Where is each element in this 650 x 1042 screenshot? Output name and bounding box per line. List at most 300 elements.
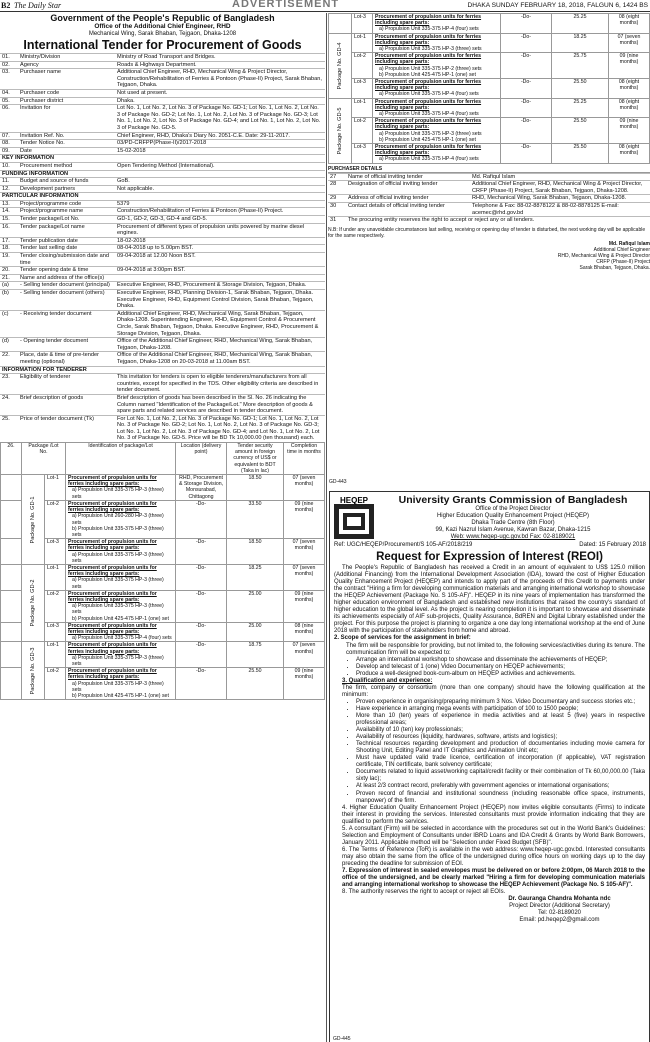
purchaser-key: The procuring entity reserves the right to accept or reject any or all tenders. — [346, 217, 650, 224]
info-row — [0, 338, 325, 352]
lot-title: Procurement of propulsion units for ferries including spare parts: — [375, 118, 482, 131]
lot-title: Procurement of propulsion units for ferries including spare parts: — [68, 475, 157, 488]
lot-item: a) Propulsion Unit 335-375 HP-3 (three) sets — [72, 654, 164, 667]
reoi-scope-list — [334, 657, 645, 678]
lot-table-right — [328, 13, 650, 164]
lot-location: -Do- — [501, 144, 552, 164]
lot-location: -Do- — [176, 590, 227, 622]
purchaser-num: 28 — [328, 181, 346, 195]
reoi-dated: Dated: 15 February 2018 — [579, 542, 646, 548]
purchaser-key: Contact details of official inviting tender — [346, 203, 470, 217]
reoi-qual-title: 3. Qualification and experience: — [342, 677, 433, 684]
row-key: Tender Notice No. — [18, 140, 115, 148]
lot-title: Procurement of propulsion units for ferries including spare parts: — [375, 79, 482, 92]
lot-number: Lot-1 — [45, 642, 66, 668]
row-key: Development partners — [18, 185, 115, 193]
info-row — [0, 162, 325, 170]
row-number: 01. — [0, 54, 18, 62]
purchaser-title: PURCHASER DETAILS — [328, 166, 650, 173]
lot-item: a) Propulsion Unit 335-375 HP-3 (three) sets — [379, 130, 482, 137]
purchaser-row — [328, 173, 650, 181]
reoi-para-8: 8. The authority reserves the right to accept or reject all EOIs. — [342, 889, 506, 896]
lot-description — [373, 14, 501, 34]
row-key: Place, date & time of pre-tender meeting (optional) — [18, 352, 115, 366]
info-row — [0, 274, 325, 282]
lot-description — [373, 98, 501, 118]
lot-security: 25.50 — [552, 79, 609, 99]
lot-title: Procurement of propulsion units for ferries including spare parts: — [68, 642, 157, 655]
page-number: B2 — [1, 1, 11, 10]
lot-number: Lot-3 — [352, 79, 373, 99]
info-row — [0, 374, 325, 395]
purchaser-num: 27 — [328, 173, 346, 181]
row-number: 04. — [0, 89, 18, 97]
row-value: Brief description of goods has been described in the Sl. No. 26 indicating the Column named "Identification of the Package/Lot." More description of goods & spare parts and related services are described in tender document. — [115, 394, 325, 415]
info-row — [0, 208, 325, 216]
info-row — [0, 290, 325, 311]
package-label — [22, 642, 45, 700]
package-label — [329, 98, 352, 163]
row-value: Construction/Rehabilitation of Ferries & Pontoon (Phase-II) Project. — [115, 208, 325, 216]
reoi-bullet: • Arrange an international workshop to showcase and disseminate the achievements of HEQEP; — [356, 657, 645, 664]
lot-row — [1, 564, 325, 590]
lot-security: 25.00 — [227, 622, 284, 642]
lot-header-ident: Identification of package/Lot — [66, 443, 176, 475]
reoi-bullet: • Technical resources regarding development and production of documentaries including movie camera for Shooting Unit, Editing Panel and IT Graphics and Animation Unit etc; — [356, 741, 645, 755]
row-value: GoB. — [115, 178, 325, 186]
purchaser-key: Address of official inviting tender — [346, 195, 470, 203]
info-row — [0, 185, 325, 193]
signature-line: Md. Rafiqul Islam — [608, 240, 650, 247]
lot-number: Lot-1 — [352, 98, 373, 118]
row-number: (d) — [0, 338, 18, 352]
purchaser-row — [328, 181, 650, 195]
purchaser-key: Designation of official inviting tender — [346, 181, 470, 195]
lot-location: -Do- — [176, 539, 227, 565]
lot-item: b) Propulsion Unit 335-375 HP-3 (three) sets — [72, 525, 164, 538]
column-divider — [326, 13, 327, 1042]
purchaser-row — [328, 217, 650, 224]
lot-description — [66, 622, 176, 642]
lot-description — [66, 475, 176, 501]
reoi-bullet: • Availability of resources (liquidity, hardwares, software, artists and logistics); — [356, 734, 645, 741]
issue-date: DHAKA SUNDAY FEBRUARY 18, 2018, FALGUN 6, 1424 BS — [467, 2, 648, 9]
reoi-line-1: Higher Education Quality Enhancement Project (HEQEP) — [436, 513, 590, 519]
row-number: 15. — [0, 216, 18, 224]
lot-description — [373, 118, 501, 144]
lot-blank — [1, 622, 22, 642]
row-value: This invitation for tenders is open to eligible tenderers/manufacturers from all countries, except for specified in the TDS. Other eligibility criteria are described in tender document. — [115, 374, 325, 395]
row-number: 06. — [0, 105, 18, 132]
lot-title: Procurement of propulsion units for ferries including spare parts: — [68, 500, 157, 514]
row-number: 22. — [0, 352, 18, 366]
lot-row — [1, 500, 325, 538]
reoi-signature — [474, 896, 645, 924]
lot-location: -Do- — [176, 500, 227, 538]
purchaser-value: RHD, Mechanical Wing, Sarak Bhaban, Tejgaon, Dhaka-1208. — [470, 195, 650, 203]
section-heading: KEY INFORMATION — [0, 155, 325, 163]
info-row — [0, 105, 325, 132]
row-number: 19. — [0, 253, 18, 267]
reoi-para-4: 4. Higher Education Quality Enhancement Project (HEQEP) now invites eligible consultants (Firms) to indicate their interest in providing the services. Interested consultants must provide information indicating that they are qualified to perform the services. — [342, 804, 645, 825]
lot-title: Procurement of propulsion units for ferries including spare parts: — [375, 144, 482, 157]
row-value: GD-1, GD-2, GD-3, GD-4 and GD-5. — [115, 216, 325, 224]
lot-security: 25.25 — [552, 14, 609, 34]
lot-location: -Do- — [501, 53, 552, 79]
lot-item: a) Propulsion Unit 335-375 HP-3 (three) sets — [72, 603, 164, 616]
package-name: Package No. GD-5 — [336, 107, 343, 155]
lot-number: Lot-1 — [352, 33, 373, 53]
lot-blank — [1, 475, 22, 501]
reoi-line-0: Office of the Project Director — [475, 506, 551, 512]
package-label — [22, 475, 45, 565]
lot-number: Lot-1 — [45, 564, 66, 590]
purchaser-table — [328, 173, 650, 224]
lot-security: 18.25 — [227, 564, 284, 590]
tender-code: GD-443 — [329, 479, 347, 485]
row-number: 11. — [0, 178, 18, 186]
reoi-para-5: 5. A consultant (Firm) will be selected in accordance with the procedures set out in the World Bank's Guidelines: Selection and Employment of Consultants under IBRD Loans and IDA Credit & Grants by World Bank Borrowers, January 2011. Applicable method will be "Selection under Fixed Budget (SFB)". — [342, 825, 645, 846]
lot-location: -Do- — [176, 642, 227, 668]
row-number: 08. — [0, 140, 18, 148]
row-key: Purchaser code — [18, 89, 115, 97]
lot-time: 09 (nine months) — [284, 590, 325, 622]
row-number: 12. — [0, 185, 18, 193]
reoi-scope-title: 2. Scope of services for the assignment in brief: — [334, 635, 471, 642]
lot-title: Procurement of propulsion units for ferries including spare parts: — [68, 668, 157, 681]
row-number: 03. — [0, 69, 18, 90]
info-row — [0, 352, 325, 366]
row-key: - Selling tender document (principal) — [18, 282, 115, 290]
row-number: 17. — [0, 237, 18, 245]
lot-number: Lot-2 — [45, 500, 66, 538]
lot-description — [66, 564, 176, 590]
lot-security: 25.75 — [552, 53, 609, 79]
info-row — [0, 267, 325, 275]
lot-time: 07 (seven months) — [284, 564, 325, 590]
lot-item: a) Propulsion Unit 260-280 HP-3 (three) sets — [72, 513, 164, 526]
lot-description — [66, 539, 176, 565]
info-row — [0, 89, 325, 97]
lot-time: 07 (seven months) — [284, 642, 325, 668]
logo-text: HEQEP — [339, 496, 369, 505]
lot-title: Procurement of propulsion units for ferries including spare parts: — [68, 564, 157, 578]
lot-item: a) Propulsion Unit 335-375 HP-2 (three) sets — [379, 65, 482, 72]
lot-item: b) Propulsion Unit 425-475 HP-1 (one) set — [72, 615, 169, 622]
row-key: Name and address of the office(s) — [18, 274, 115, 282]
row-key: - Opening tender document — [18, 338, 115, 352]
row-value: Procurement of different types of propulsion units powered by marine diesel engines. — [115, 223, 325, 237]
lot-location: -Do- — [176, 668, 227, 700]
row-value: Additional Chief Engineer, RHD, Mechanical Wing, Sarak Bhaban, Tejgaon, Dhaka-1208. Superintending Engineer, RHD, Equipment Control & Procurement Circle, Sarak Bhaban, Tejgaon, Dhaka. Executive Engineer, RHD, Procurement & Storage Division, Tejgaon, Dhaka. — [115, 310, 325, 337]
tender-gov: Government of the People's Republic of Bangladesh — [50, 13, 275, 23]
lot-description — [373, 144, 501, 164]
reoi-bullet: • Proven experience in organising/preparing minimum 3 Nos. Video Documentary and success stories etc.; — [356, 699, 645, 706]
lot-description — [373, 79, 501, 99]
lot-item: a) Propulsion Unit 335-375 HP-4 (four) sets — [379, 111, 479, 118]
purchaser-key: Name of official inviting tender — [346, 173, 470, 181]
row-key: Ministry/Division — [18, 54, 115, 62]
lot-security: 18.75 — [227, 642, 284, 668]
info-row — [0, 200, 325, 208]
reoi-bullet: • Have experience in arranging mega events with participation of 100 to 1500 people; — [356, 706, 645, 713]
row-value: Executive Engineer, RHD, Procurement & Storage Division, Tejgaon, Dhaka. — [115, 282, 325, 290]
row-number: 16. — [0, 223, 18, 237]
lot-number: Lot-3 — [45, 539, 66, 565]
lot-row — [329, 79, 650, 99]
lot-item: a) Propulsion Unit 335-375 HP-3 (three) sets — [72, 551, 164, 564]
row-number: (a) — [0, 282, 18, 290]
lot-header-pkg: Package /Lot No. — [22, 443, 66, 475]
row-value: Chief Engineer, RHD, Dhaka's Diary No. 2051-C.E. Date: 29-11-2017. — [115, 132, 325, 140]
lot-item: a) Propulsion Unit 335-375 HP-4 (four) sets — [379, 156, 479, 163]
row-key: Purchaser district — [18, 97, 115, 105]
lot-title: Procurement of propulsion units for ferries including spare parts: — [68, 539, 157, 552]
row-key: Tender publication date — [18, 237, 115, 245]
lot-location: -Do- — [501, 98, 552, 118]
lot-description — [66, 668, 176, 700]
reoi-bullet: • More than 10 (ten) years of experience in media activities and at least 5 (five) years in respective professional areas; — [356, 713, 645, 727]
lot-number: Lot-2 — [352, 53, 373, 79]
info-row — [0, 147, 325, 155]
section-heading: INFORMATION FOR TENDERER — [0, 366, 325, 374]
tender-title: International Tender for Procurement of Goods — [23, 38, 302, 52]
newspaper-name: The Daily Star — [14, 1, 62, 10]
row-key: Date — [18, 147, 115, 155]
purchaser-value: Additional Chief Engineer, RHD, Mechanical Wing & Project Director, CRFP (Phase-II) Project, Sarak Bhaban, Tejgaon, Dhaka-1208. — [470, 181, 650, 195]
lot-security: 18.50 — [227, 475, 284, 501]
lot-description — [373, 33, 501, 53]
package-name: Package No. GD-4 — [336, 42, 343, 90]
row-key: Price of tender document (Tk) — [18, 415, 115, 442]
package-label — [329, 33, 352, 98]
purchaser-row — [328, 195, 650, 203]
row-value: Ministry of Road Transport and Bridges. — [115, 54, 325, 62]
signature-line: Email: pd.heqep2@gmail.com — [519, 917, 600, 924]
lot-time: 08 (eight months) — [609, 14, 650, 34]
tender-address: Mechanical Wing, Sarak Bhaban, Tejgaon, Dhaka-1208 — [88, 31, 237, 37]
reoi-para-6: 6. The Terms of Reference (ToR) is available in the web address: www.heqep-ugc.gov.bd. Interested consultants may also obtain the same from the office of the undersigned during office hours on working days up to the day preceding the deadline for submission of EOI. — [342, 846, 645, 867]
lot-number: Lot-2 — [45, 590, 66, 622]
tender-notice-left — [0, 13, 325, 1042]
row-number: 14. — [0, 208, 18, 216]
purchaser-num: 29 — [328, 195, 346, 203]
lot-security: 25.50 — [552, 118, 609, 144]
row-value: 09-04-2018 at 12.00 Noon BST. — [115, 253, 325, 267]
section-row — [0, 155, 325, 163]
reoi-body — [330, 565, 649, 924]
row-key: Tender opening date & time — [18, 267, 115, 275]
lot-time: 09 (nine months) — [284, 668, 325, 700]
lot-number: Lot-3 — [352, 144, 373, 164]
lot-item: a) Propulsion Unit 335-375 HP-4 (four) sets — [72, 635, 172, 642]
lot-description — [373, 53, 501, 79]
lot-item: b) Propulsion Unit 425-475 HP-1 (one) set — [72, 692, 169, 699]
row-number: (c) — [0, 310, 18, 337]
lot-row — [1, 668, 325, 700]
signature-line: Project Director (Additional Secretary) — [509, 903, 610, 910]
row-key: Eligibility of tenderer — [18, 374, 115, 395]
section-row — [0, 170, 325, 178]
lot-table-left — [0, 442, 325, 700]
lot-row — [329, 98, 650, 118]
lot-row — [329, 14, 650, 34]
lot-row — [1, 642, 325, 668]
purchaser-row — [328, 203, 650, 217]
reoi-scope-intro: The firm will be responsible for providing, but not limited to, the following services/activities during its tenure. The communication firm will be expected to: — [346, 642, 645, 656]
info-row — [0, 97, 325, 105]
lot-blank — [1, 590, 22, 622]
reoi-bullet: • Availability of 10 (ten) key professionals; — [356, 727, 645, 734]
package-name: Package No. GD-2 — [29, 579, 36, 627]
lot-header-loc: Location (delivery point) — [176, 443, 227, 475]
lot-number: Lot-1 — [45, 475, 66, 501]
lot-row — [329, 33, 650, 53]
lot-header-security: Tender security amount in foreign currency of US$ or equivalent to BDT (Taka in lac) — [227, 443, 284, 475]
lot-title: Procurement of propulsion units for ferries including spare parts: — [375, 14, 482, 27]
tender-notice-right — [328, 13, 650, 1042]
signature-line: CRFP (Phase-II) Project — [596, 258, 650, 265]
lot-location: -Do- — [501, 14, 552, 34]
signature-line: RHD, Mechanical Wing & Project Director — [557, 252, 650, 259]
reoi-para-1: The People's Republic of Bangladesh has received a Credit in an amount of equivalent to US$ 125.0 million (Additional Financing) from the International Development Association (IDA), toward the cost of Higher Education Quality Enhancement Project (HEQEP) and intends to apply part of the proceeds of this Credit to payments under the contract "Hiring a firm for developing communication materials and arranging international workshop to showcase the HEQEP Achievement (Package No. S 105-AF)". HEQEP in its nine years of implementation has transformed the higher education environment of Bangladesh and established new institutions that raised the country's standard of higher education to the global level. As the project is nearing completion it is important to showcase and disseminate its achievements especially of AIF sub-projects, Quality Assurance, BdREN and Digital Library established under the project. For this purpose the project is planning to organize a one day long international workshop at the end of June 2018 with the participation of stakeholders from home and abroad. — [334, 565, 645, 635]
lot-number: Lot-3 — [352, 14, 373, 34]
row-value: Office of the Additional Chief Engineer, RHD, Mechanical Wing, Sarak Bhaban, Tejgaon, Dhaka-1208 on 20-03-2018 at 11.00am BST. — [115, 352, 325, 366]
lot-time: 07 (seven months) — [609, 33, 650, 53]
lot-time: 08 (eight months) — [609, 79, 650, 99]
reoi-ref: Ref: UGC/HEQEP/Procurement/S 105-AF/2018/219 — [334, 542, 473, 548]
reoi-box — [329, 491, 650, 1042]
info-row — [0, 310, 325, 337]
lot-location: -Do- — [176, 622, 227, 642]
lot-row — [329, 144, 650, 164]
lot-item: a) Propulsion Unit 335-375 HP-4 (four) sets — [379, 91, 479, 98]
section-title: ADVERTISEMENT — [232, 0, 340, 10]
heqep-logo-icon — [334, 495, 374, 539]
lot-description — [66, 590, 176, 622]
row-value: 08-04-2018 up to 5.00pm BST. — [115, 245, 325, 253]
reoi-line-2: Dhaka Trade Centre (8th Floor) — [471, 520, 555, 526]
row-number: 05. — [0, 97, 18, 105]
row-key: Purchaser name — [18, 69, 115, 90]
row-number: 02. — [0, 61, 18, 69]
lot-time: 09 (nine months) — [284, 500, 325, 538]
lot-title: Procurement of propulsion units for ferries including spare parts: — [68, 590, 157, 603]
info-row — [0, 132, 325, 140]
row-value: Office of the Additional Chief Engineer, RHD, Mechanical Wing, Sarak Bhaban, Tejgaon, Dhaka-1208. — [115, 338, 325, 352]
reoi-bullet: • At least 2/3 contract record, preferably with government agencies or international organisations; — [356, 783, 645, 790]
lot-item: b) Propulsion Unit 425-475 HP-1 (one) set — [379, 136, 476, 143]
info-row — [0, 216, 325, 224]
row-value: Roads & Highways Department. — [115, 61, 325, 69]
row-key: Invitation for — [18, 105, 115, 132]
lot-blank — [1, 564, 22, 590]
reoi-line-4[interactable]: Web: www.heqep-ugc.gov.bd Fax: 02-8189021 — [450, 534, 576, 540]
row-key: Tender last selling date — [18, 245, 115, 253]
lot-time: 08 (eight months) — [609, 144, 650, 164]
lot-row — [1, 539, 325, 565]
row-key: Tender package/Lot No. — [18, 216, 115, 224]
info-row — [0, 223, 325, 237]
lot-time: 09 (nine months) — [609, 53, 650, 79]
lot-item: b) Propulsion Unit 425-475 HP-1 (one) set — [379, 71, 476, 78]
lot-blank — [1, 668, 22, 700]
lot-time: 07 (seven months) — [284, 539, 325, 565]
info-row — [0, 245, 325, 253]
tender-signature — [328, 241, 650, 271]
row-number: 10. — [0, 162, 18, 170]
row-value: For Lot No. 1, Lot No. 2, Lot No. 3 of Package No. GD-1; Lot No. 1, Lot No. 2, Lot No. 3 of Package No. GD-2; Lot No. 1, Lot No. 2, Lot No. 3 of Package No. GD-3; Lot No. 1, Lot No. 2, Lot No. 3 of Package No. GD-4; and Lot No. 1, Lot No. 2, Lot No. 3 of Package No. GD-5. Price will be BD Tk 10,000.00 (ten thousand) each. — [115, 415, 325, 442]
row-key: - Receiving tender document — [18, 310, 115, 337]
row-key: Procurement method — [18, 162, 115, 170]
lot-location: -Do- — [501, 79, 552, 99]
reoi-bullet: • Proven record of financial and institutional soundness (including reasonable office space, instruments, manpower) of the firm. — [356, 791, 645, 805]
row-number: 24. — [0, 394, 18, 415]
section-row — [0, 193, 325, 201]
lot-row — [1, 622, 325, 642]
row-key: Tender package/Lot name — [18, 223, 115, 237]
purchaser-num: 30 — [328, 203, 346, 217]
lot-security: 18.50 — [227, 539, 284, 565]
row-key: Brief description of goods — [18, 394, 115, 415]
lot-blank — [1, 539, 22, 565]
purchaser-value: Telephone & Fax: 88-02-8878122 & 88-02-8878125 E-mail: acemec@rhd.gov.bd — [470, 203, 650, 217]
signature-line: Dr. Gauranga Chandra Mohanta ndc — [508, 896, 611, 903]
lot-header-row — [1, 443, 325, 475]
reoi-title: Request for Expression of Interest (REOI) — [376, 551, 603, 563]
package-label — [329, 14, 352, 34]
lot-security: 25.50 — [227, 668, 284, 700]
lot-item: a) Propulsion Unit 335-375 HP-3 (three) sets — [72, 680, 164, 693]
lot-security: 18.25 — [552, 33, 609, 53]
info-row — [0, 140, 325, 148]
lot-description — [66, 642, 176, 668]
lot-security: 25.00 — [227, 590, 284, 622]
row-number: (b) — [0, 290, 18, 311]
lot-title: Procurement of propulsion units for ferries including spare parts: — [68, 622, 157, 635]
lot-time: 08 (eight months) — [609, 98, 650, 118]
lot-item: a) Propulsion Unit 335-375 HP-4 (four) sets — [379, 26, 479, 33]
purchaser-num: 31 — [328, 217, 346, 224]
lot-row — [1, 590, 325, 622]
row-number: 25. — [0, 415, 18, 442]
package-label — [22, 564, 45, 641]
reoi-org: University Grants Commission of Bangladesh — [398, 494, 628, 506]
page-header — [0, 0, 650, 12]
lot-title: Procurement of propulsion units for ferries including spare parts: — [375, 53, 482, 66]
reoi-qual-list — [334, 699, 645, 805]
lot-blank — [1, 500, 22, 538]
reoi-para-7: 7. Expression of interest in sealed envelopes must be delivered on or before 2:00pm, 06 March 2018 to the office of the undersigned, and be clearly marked "Hiring a firm for developing communication materials and arranging international workshop to showcase the HEQEP Achievement (Package No. S 105-AF)". — [342, 868, 645, 889]
lot-security: 33.50 — [227, 500, 284, 538]
reoi-bullet: • Develop and telecast of 1 (one) Video Documentary on HEQEP achievements; — [356, 664, 645, 671]
row-number: 21. — [0, 274, 18, 282]
lot-blank — [1, 642, 22, 668]
section-heading: FUNDING INFORMATION — [0, 170, 325, 178]
reoi-bullet: • Documents related to liquid asset/working capital/credit facility or their combination of Tk 60,00,000.00 (Taka sixty lac); — [356, 769, 645, 783]
row-value: 18-02-2018 — [115, 237, 325, 245]
lot-row — [1, 475, 325, 501]
reoi-bullet: • Must have updated valid trade licence, certification of incorporation (if applicable), VAT registration certificate, TIN certificate, bank solvency certificate; — [356, 755, 645, 769]
lot-header-num: 26. — [1, 443, 22, 475]
lot-location: -Do- — [501, 118, 552, 144]
lot-header-time: Completion time in months — [284, 443, 325, 475]
lot-item: a) Propulsion Unit 335-375 HP-3 (three) sets — [72, 487, 164, 500]
info-row — [0, 54, 325, 62]
purchaser-value: Md. Rafiqul Islam — [470, 173, 650, 181]
row-value: 5379 — [115, 200, 325, 208]
row-value: Executive Engineer, RHD, Planning Division-1, Sarak Bhaban, Tejgaon, Dhaka. Executive Engineer, RHD, Equipment Control Division, Sarak Bhaban, Tejgaon, Dhaka. — [115, 290, 325, 311]
